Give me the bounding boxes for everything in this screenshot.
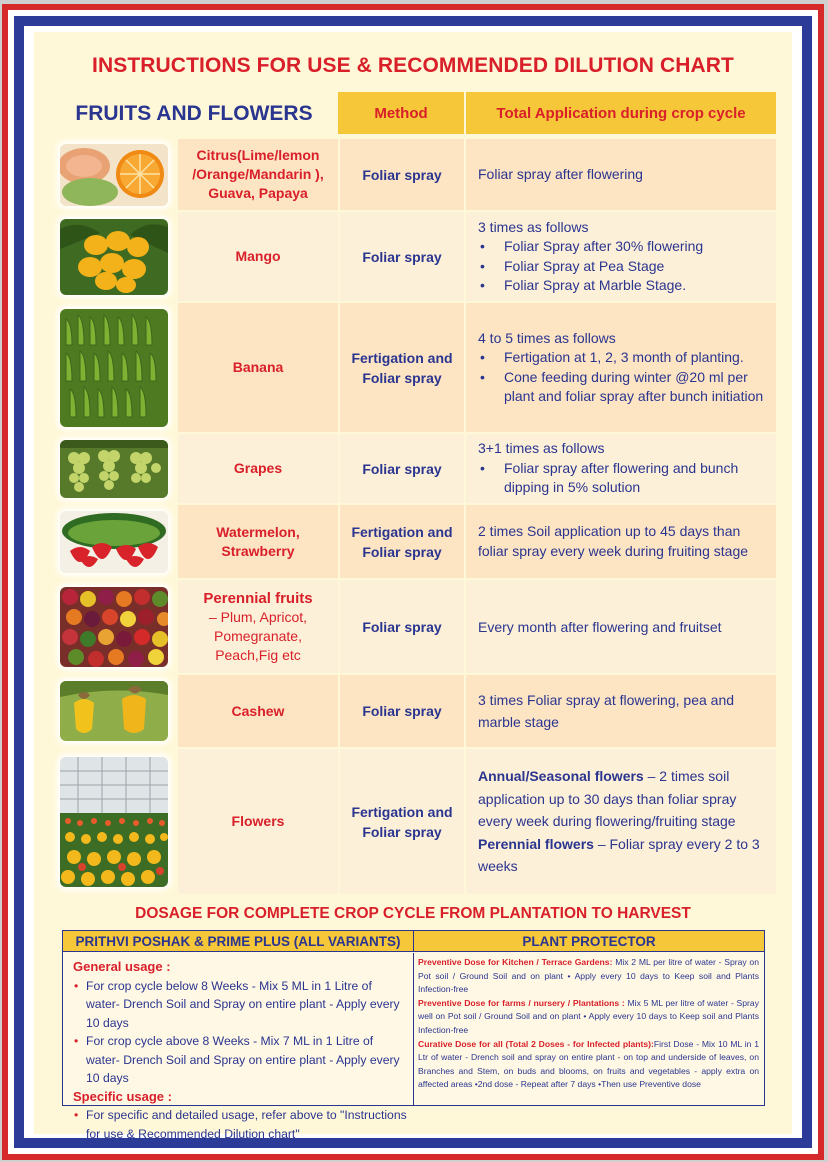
cashew-photo — [60, 681, 168, 741]
crop-name: Watermelon, Strawberry — [178, 505, 338, 578]
flowers-greenhouse-photo — [60, 757, 168, 887]
crop-name: Banana — [178, 303, 338, 432]
table-row — [52, 749, 776, 894]
list-item: • For crop cycle above 8 Weeks - Mix 7 ML in 1 Litre of water- Drench Soil and Spray on entire plant - Apply every 10 days — [73, 1032, 407, 1088]
citrus-fruit-photo — [60, 144, 168, 206]
general-usage-block: General usage : • For crop cycle below 8 Weeks - Mix 5 ML in 1 Litre of water- Drench Soil and Spray on entire plant - Apply every 10 days • For crop cycle above 8 Weeks - Mix 7 ML in 1 Litre of water- Drench Soil and Spray on entire plant - Apply every 10 days Specific usage : • For specific and detailed usage, refer above to "Instructions for use & Recommended Dilution chart" — [63, 953, 414, 1105]
application-cell: 3 times Foliar spray at flowering, pea and marble stage — [466, 675, 776, 747]
dosage-table — [62, 930, 765, 1141]
list-item: • Foliar Spray after 30% flowering — [478, 237, 764, 257]
application-cell: 3 times as follows • Foliar Spray after 30% flowering • Foliar Spray at Pea Stage • Foliar Spray at Marble Stage. — [466, 212, 776, 301]
application-cell: Every month after flowering and fruitset — [466, 580, 776, 673]
list-item: • Cone feeding during winter @20 ml per plant and foliar spray after bunch initiation — [478, 368, 764, 407]
dosage-title: DOSAGE FOR COMPLETE CROP CYCLE FROM PLANTATION TO HARVEST — [135, 905, 691, 922]
table-row — [52, 505, 776, 578]
list-item: • Foliar spray after flowering and bunch dipping in 5% solution — [478, 459, 764, 498]
application-cell: 4 to 5 times as follows • Fertigation at 1, 2, 3 month of planting. • Cone feeding during winter @20 ml per plant and foliar spray after bunch initiation — [466, 303, 776, 432]
list-item: • Foliar Spray at Pea Stage — [478, 257, 764, 277]
table-row — [52, 303, 776, 432]
crop-name: Grapes — [178, 434, 338, 503]
application-cell: Annual/Seasonal flowers – 2 times soil application up to 30 days than foliar spray every week during flowering/fruiting stage Perennial flowers – Foliar spray every 2 to 3 weeks — [466, 749, 776, 894]
table-row — [52, 434, 776, 503]
table-row — [52, 212, 776, 301]
list-item: • For crop cycle below 8 Weeks - Mix 5 ML in 1 Litre of water- Drench Soil and Spray on entire plant - Apply every 10 days — [73, 977, 407, 1033]
method-cell: Foliar spray — [340, 212, 464, 301]
method-cell: Fertigation and Foliar spray — [340, 749, 464, 894]
watermelon-strawberry-photo — [60, 511, 168, 573]
method-cell: Foliar spray — [340, 434, 464, 503]
table-row — [52, 139, 776, 210]
application-cell: 3+1 times as follows • Foliar spray after flowering and bunch dipping in 5% solution — [466, 434, 776, 503]
method-cell: Fertigation and Foliar spray — [340, 505, 464, 578]
section-heading: FRUITS AND FLOWERS — [75, 102, 313, 125]
page-title: INSTRUCTIONS FOR USE & RECOMMENDED DILUTION CHART — [92, 54, 734, 77]
table-row — [52, 580, 776, 673]
method-cell: Foliar spray — [340, 675, 464, 747]
crop-name: Perennial fruits – Plum, Apricot, Pomegranate, Peach,Fig etc — [178, 580, 338, 673]
list-item: • Foliar Spray at Marble Stage. — [478, 276, 764, 296]
crop-name: Citrus(Lime/lemon /Orange/Mandarin ), Guava, Papaya — [178, 139, 338, 210]
grapes-photo — [60, 440, 168, 498]
method-column-header: Method — [338, 92, 464, 134]
perennial-fruits-photo — [60, 587, 168, 667]
crop-name: Cashew — [178, 675, 338, 747]
table-row — [52, 675, 776, 747]
dosage-right-header: PLANT PROTECTOR — [414, 931, 764, 952]
crop-name: Mango — [178, 212, 338, 301]
method-cell: Fertigation and Foliar spray — [340, 303, 464, 432]
list-item: • Fertigation at 1, 2, 3 month of planting. — [478, 348, 764, 368]
method-cell: Foliar spray — [340, 580, 464, 673]
method-cell: Foliar spray — [340, 139, 464, 210]
plant-protector-block: Preventive Dose for Kitchen / Terrace Gardens: Mix 2 ML per litre of water - Spray on Pot soil / Ground Soil and on plant • Apply every 10 days to Keep soil and Plants Infection-free Preventive Dose for farms / nursery / Plantations : Mix 5 ML per litre of water - Spray well on Pot soil / Ground Soil and on plant • Apply every 10 days to Keep soil and Plants Infection-free Curative Dose for all (Total 2 Doses - for Infected plants):First Dose - Mix 10 ML in 1 Ltr of water - Drench soil and spray on entire plant - on top and underside of leaves, on Branches and Stem, on buds and blooms, on fruits and vegetables - apply extra on affected areas •2nd dose - Repeat after 7 days •Then use Preventive dose — [418, 957, 759, 1090]
application-cell: Foliar spray after flowering — [466, 139, 776, 210]
mango-photo — [60, 219, 168, 295]
total-column-header: Total Application during crop cycle — [466, 92, 776, 134]
crop-name: Flowers — [178, 749, 338, 894]
banana-photo — [60, 309, 168, 427]
application-cell: 2 times Soil application up to 45 days than foliar spray every week during fruiting stage — [466, 505, 776, 578]
list-item: • For specific and detailed usage, refer above to "Instructions for use & Recommended Dilution chart" — [73, 1106, 407, 1143]
dosage-left-header: PRITHVI POSHAK & PRIME PLUS (ALL VARIANTS) — [63, 931, 414, 952]
